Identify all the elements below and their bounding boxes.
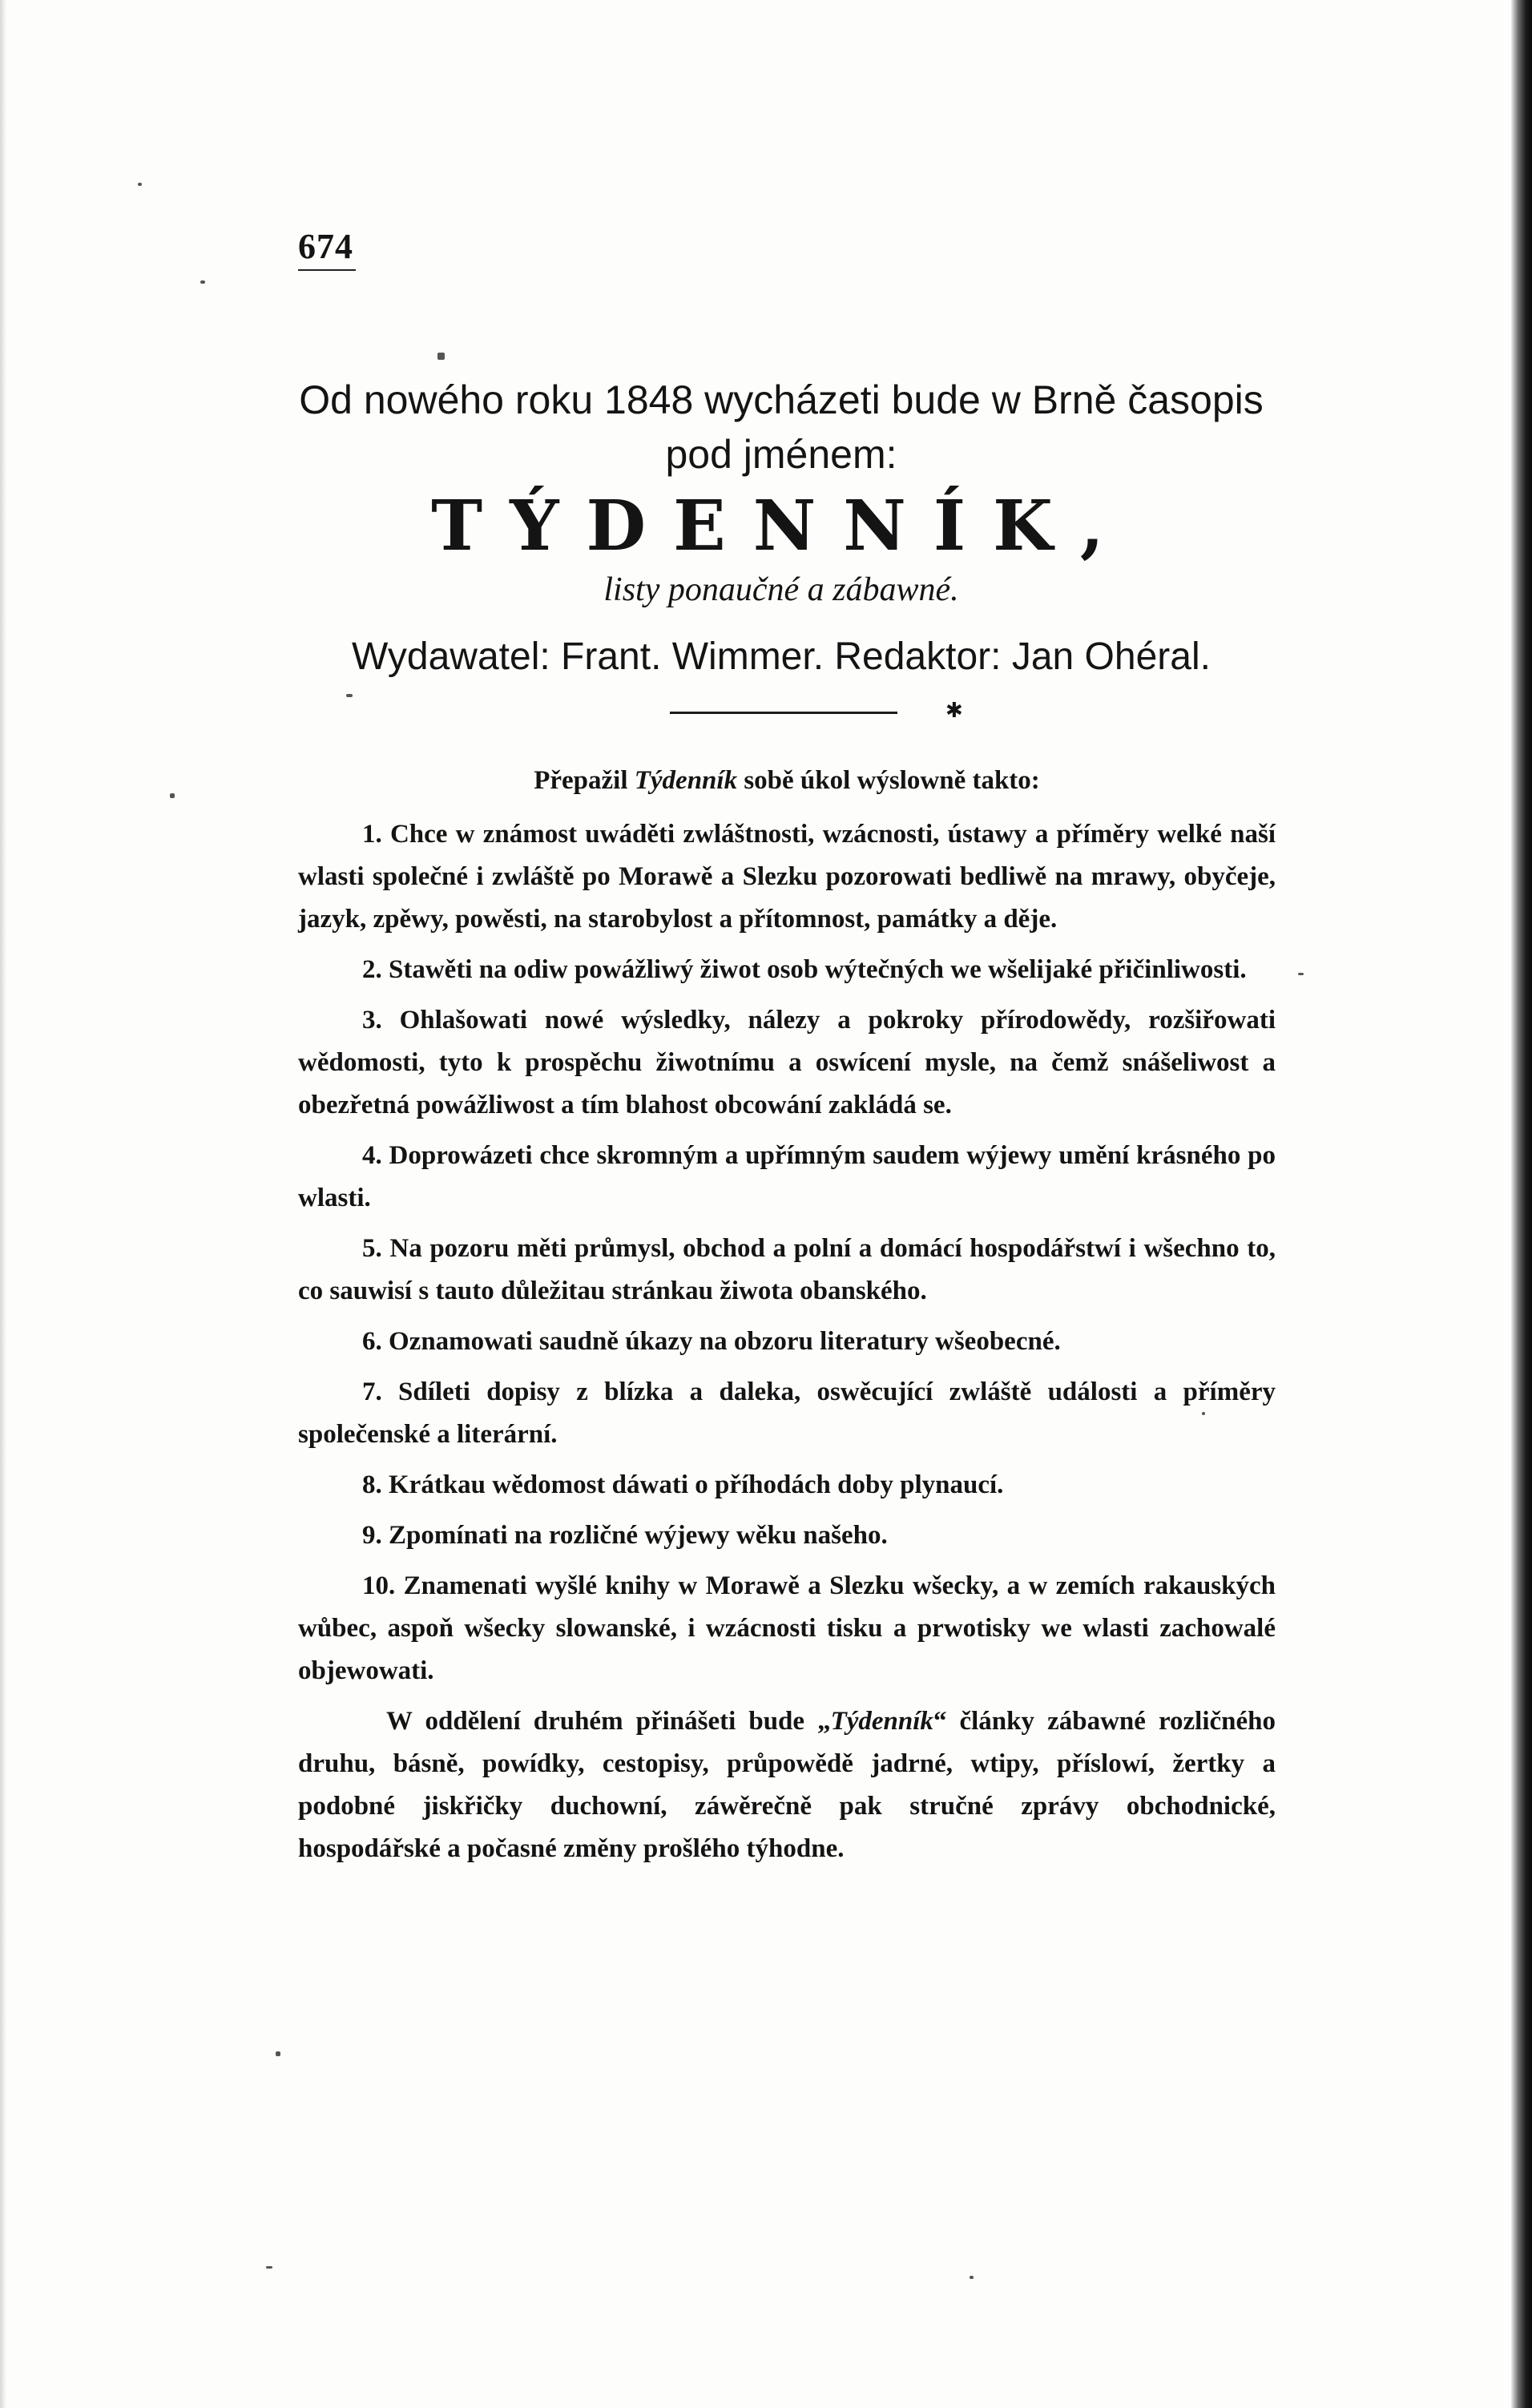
scan-speck (200, 280, 205, 284)
scan-speck (1202, 1412, 1205, 1415)
program-item-5: 5. Na pozoru měti průmysl, obchod a polní a domácí hospodářstwí i wšechno to, co sauwisí s tauto důležitau stránkau žiwota obanského. (298, 1234, 1276, 1305)
scan-speck (346, 694, 353, 697)
closing-title: Týdenník (830, 1707, 933, 1736)
publisher-editor-line: Wydawatel: Frant. Wimmer. Redaktor: Jan Ohéral. (352, 635, 1211, 678)
scan-speck (170, 793, 175, 798)
scan-speck (266, 2266, 272, 2269)
program-intro (298, 760, 1276, 802)
closing-before: W oddělení druhém přinášeti bude „ (386, 1707, 831, 1736)
program-item-10: 10. Znamenati wyšlé knihy w Morawě a Slezku wšecky, a w zemích rakauských wůbec, aspoň wšecky slowanské, i wzácnosti tisku a prwotisky we wlasti zachowalé objewowati. (298, 1571, 1276, 1685)
program-item-8: 8. Krátkau wědomost dáwati o příhodách doby plynaucí. (362, 1470, 1004, 1499)
page-right-edge-shadow (1511, 0, 1532, 2408)
divider-asterisk-icon: ✱ (945, 699, 963, 722)
section-divider-rule (670, 712, 897, 714)
scan-speck (1298, 973, 1304, 975)
intro-title: Týdenník (634, 766, 738, 795)
program-item-2: 2. Stawěti na odiw powážliwý žiwot osob wýtečných we wšelijaké přičinliwosti. (362, 955, 1247, 984)
program-item-9: 9. Zpomínati na rozličné wýjewy wěku našeho. (362, 1521, 888, 1550)
page-left-edge (0, 0, 6, 2408)
intro-before: Přepažil (534, 766, 635, 795)
announcement-line: Od nowého roku 1848 wycházeti bude w Brně časopis (299, 377, 1264, 422)
closing-after: “ články zábawné rozličného druhu, básně, powídky, cestopisy, průpowědě jadrné, wtipy, příslowí, žertky a podobné jiskřičky duchowní, záwěrečně pak stručné zprávy obchodnické, hospodářské a počasné změny prošlého týhodne. (298, 1707, 1276, 1863)
announcement-line-2: pod jménem: (665, 432, 897, 477)
scan-speck (276, 2051, 280, 2056)
program-item-6: 6. Oznamowati saudně úkazy na obzoru literatury wšeobecné. (362, 1327, 1061, 1356)
page-number-underline (298, 269, 356, 271)
program-item-4: 4. Doprowázeti chce skromným a upřímným saudem wýjewy umění krásného po wlasti. (298, 1141, 1276, 1212)
scan-speck (437, 353, 445, 360)
intro-after: sobě úkol wýslowně takto: (737, 766, 1040, 795)
program-item-7: 7. Sdíleti dopisy z blízka a daleka, oswěcující zwláště události a příměry společenské a literární. (298, 1377, 1276, 1449)
closing-paragraph (298, 1700, 1276, 1870)
masthead-title: TÝDENNÍK, (431, 486, 1131, 567)
program-text (298, 760, 1276, 1870)
masthead-subtitle: listy ponaučné a zábawné. (603, 571, 959, 608)
page-number: 674 (298, 227, 353, 266)
program-item-1: 1. Chce w známost uwáděti zwláštnosti, wzácnosti, ústawy a příměry welké naší wlasti společné i zwláště po Morawě a Slezku pozorowati bedliwě na mrawy, obyčeje, jazyk, zpěwy, powěsti, na starobylost a přítomnost, památky a děje. (298, 820, 1276, 934)
scan-speck (970, 2276, 974, 2279)
scan-speck (138, 183, 142, 186)
program-item-3: 3. Ohlašowati nowé wýsledky, nálezy a pokroky přírodowědy, rozšiřowati wědomosti, tyto k prospěchu žiwotnímu a oswícení mysle, na čemž snášeliwost a obezřetná powážliwost a tím blahost obcowání zakládá se. (298, 1006, 1276, 1119)
